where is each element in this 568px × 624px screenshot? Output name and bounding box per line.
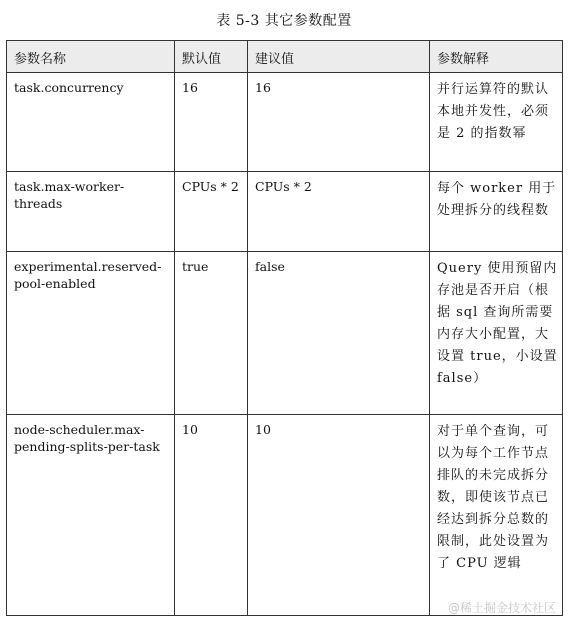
param-desc-cell: 并行运算符的默认本地并发性，必须是 2 的指数幂 bbox=[430, 73, 563, 172]
param-name-cell: task.concurrency bbox=[7, 73, 175, 172]
suggested-value-cell: 10 bbox=[248, 415, 430, 616]
table-row bbox=[7, 252, 563, 415]
param-name-cell: task.max-worker-threads bbox=[7, 172, 175, 252]
watermark: @稀土掘金技术社区 bbox=[447, 601, 556, 615]
param-desc-cell: 对于单个查询，可以为每个工作节点排队的未完成拆分数，即使该节点已经达到拆分总数的限制，此处设置为了 CPU 逻辑 bbox=[430, 415, 563, 616]
table-header-row bbox=[7, 41, 563, 73]
param-desc-cell: 每个 worker 用于处理拆分的线程数 bbox=[430, 172, 563, 252]
param-desc-cell: Query 使用预留内存池是否开启（根据 sql 查询所需要内存大小配置，大设置 true，小设置 false） bbox=[430, 252, 563, 415]
header-param-name: 参数名称 bbox=[7, 41, 175, 73]
table-caption: 表 5-3 其它参数配置 bbox=[216, 13, 352, 29]
default-value-cell: true bbox=[175, 252, 248, 415]
suggested-value-cell: 16 bbox=[248, 73, 430, 172]
default-value-cell: CPUs * 2 bbox=[175, 172, 248, 252]
suggested-value-cell: CPUs * 2 bbox=[248, 172, 430, 252]
default-value-cell: 16 bbox=[175, 73, 248, 172]
suggested-value-cell: false bbox=[248, 252, 430, 415]
config-table bbox=[6, 40, 563, 616]
table-row bbox=[7, 172, 563, 252]
header-default-value: 默认值 bbox=[175, 41, 248, 73]
param-name-cell: node-scheduler.max-pending-splits-per-task bbox=[7, 415, 175, 616]
header-suggested-value: 建议值 bbox=[248, 41, 430, 73]
param-name-cell: experimental.reserved-pool-enabled bbox=[7, 252, 175, 415]
table-row bbox=[7, 415, 563, 616]
table-row bbox=[7, 73, 563, 172]
header-param-desc: 参数解释 bbox=[430, 41, 563, 73]
default-value-cell: 10 bbox=[175, 415, 248, 616]
